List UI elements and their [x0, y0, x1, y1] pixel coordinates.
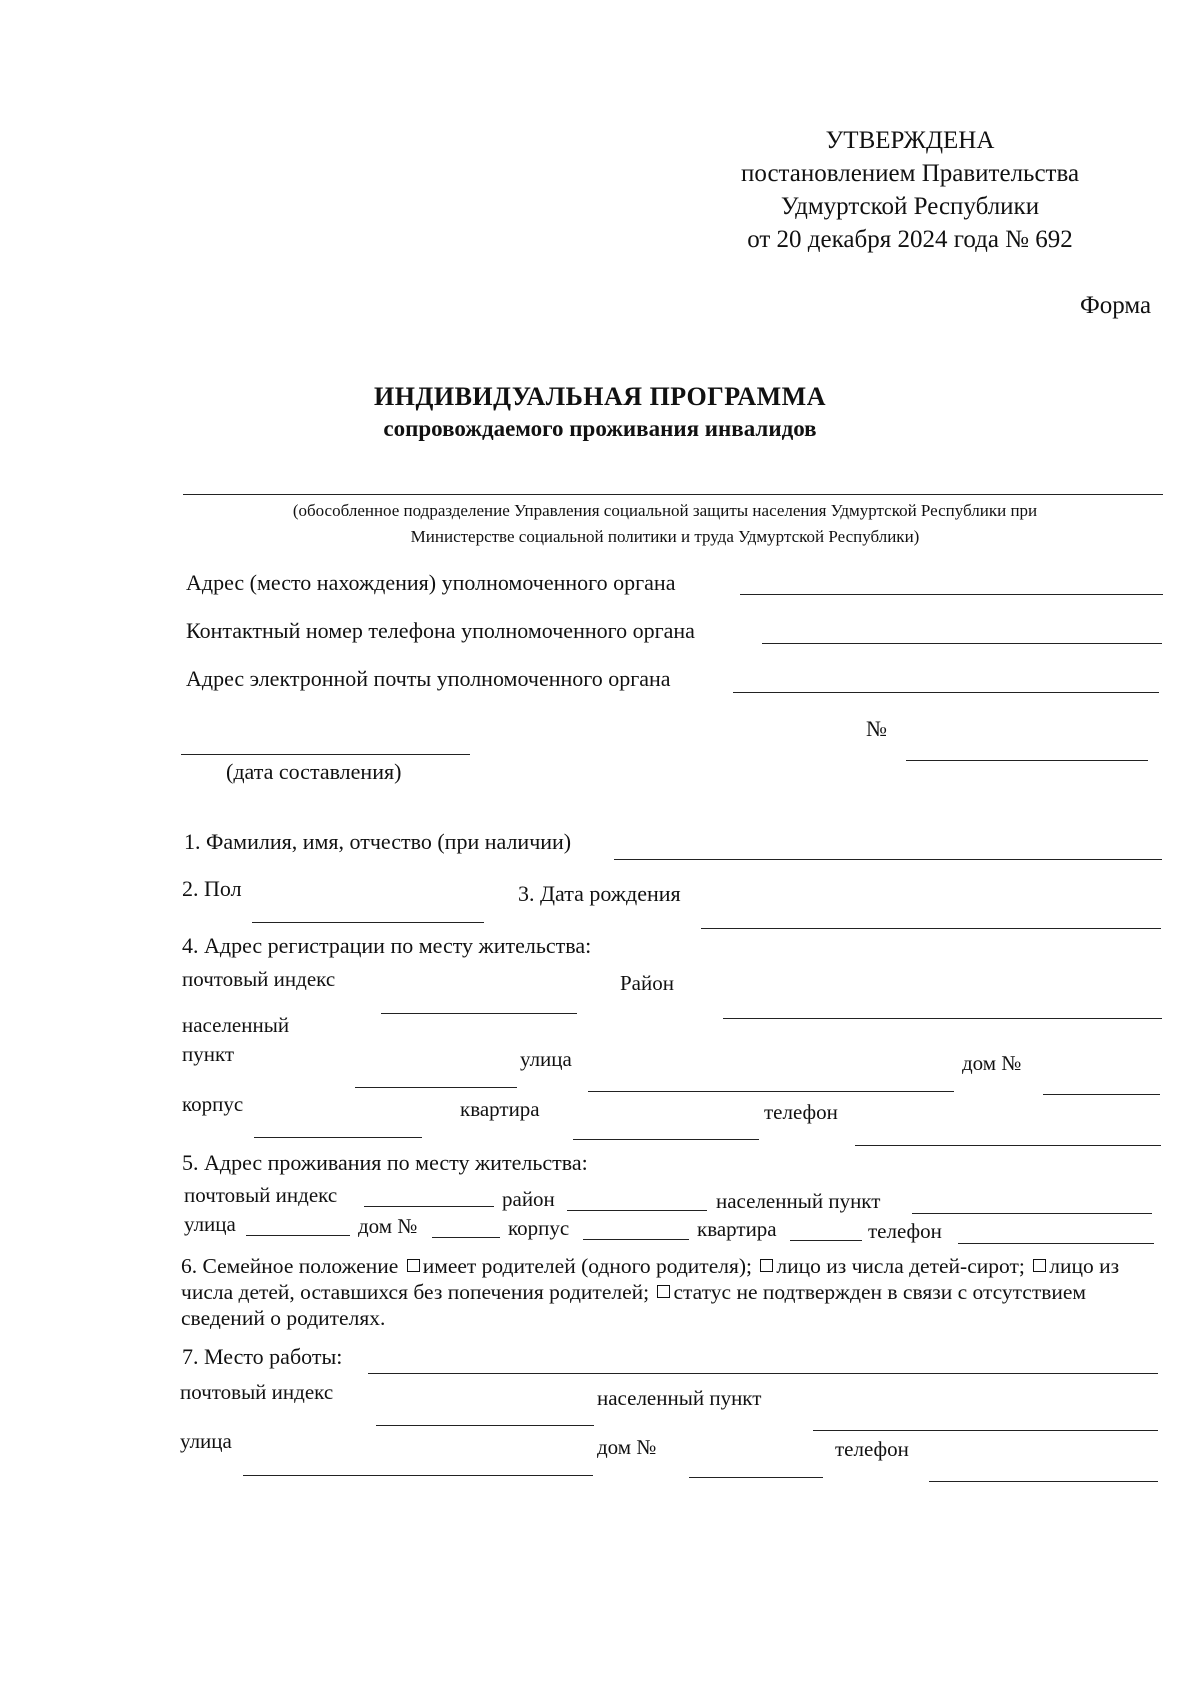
- residence-address-title: 5. Адрес проживания по месту жительства:: [182, 1150, 588, 1175]
- document-title: [300, 380, 900, 444]
- reg-district-label: Район: [620, 971, 674, 995]
- res-locality-label: населенный пункт: [716, 1189, 881, 1213]
- compilation-date-caption: (дата составления): [226, 759, 402, 784]
- work-street-label: улица: [180, 1429, 232, 1453]
- res-postal-index-field[interactable]: [364, 1206, 494, 1207]
- title-sub: сопровождаемого проживания инвалидов: [383, 416, 817, 441]
- birth-date-label: 3. Дата рождения: [518, 881, 681, 906]
- work-postal-index-field[interactable]: [376, 1425, 594, 1426]
- option-orphan: лицо из числа детей-сирот;: [776, 1254, 1025, 1278]
- reg-postal-index-label: почтовый индекс: [182, 967, 336, 991]
- res-phone-label: телефон: [868, 1219, 942, 1243]
- res-house-label: дом №: [358, 1214, 418, 1238]
- res-house-field[interactable]: [432, 1237, 500, 1238]
- work-house-field[interactable]: [689, 1477, 823, 1478]
- reg-house-field[interactable]: [1043, 1094, 1160, 1095]
- reg-building-label: корпус: [182, 1092, 244, 1116]
- approval-heading: УТВЕРЖДЕНА: [825, 127, 995, 154]
- approval-block: [700, 124, 1120, 256]
- reg-locality-field[interactable]: [355, 1087, 517, 1088]
- work-phone-field[interactable]: [929, 1481, 1158, 1482]
- authority-phone-label: Контактный номер телефона уполномоченного органа: [186, 618, 695, 643]
- authority-caption-line2: Министерстве социальной политики и труда Удмуртской Республики): [410, 527, 920, 546]
- res-locality-field[interactable]: [912, 1213, 1152, 1214]
- checkbox-has-parents[interactable]: [407, 1259, 420, 1272]
- authority-email-label: Адрес электронной почты уполномоченного органа: [186, 666, 671, 691]
- res-district-label: район: [502, 1187, 555, 1211]
- reg-phone-field[interactable]: [855, 1145, 1161, 1146]
- reg-postal-index-field[interactable]: [381, 1013, 577, 1014]
- authority-address-label: Адрес (место нахождения) уполномоченного органа: [186, 570, 676, 595]
- res-phone-field[interactable]: [958, 1243, 1154, 1244]
- work-phone-label: телефон: [835, 1437, 909, 1461]
- res-building-label: корпус: [508, 1216, 570, 1240]
- approval-government: Удмуртской Республики: [780, 193, 1040, 220]
- reg-phone-label: телефон: [764, 1100, 838, 1124]
- option-status-unconfirmed: статус не подтвержден в связи с отсутствием сведений о родителях.: [181, 1280, 1087, 1330]
- full-name-label: 1. Фамилия, имя, отчество (при наличии): [184, 829, 572, 854]
- option-without-care: лицо из числа детей, оставшихся без попечения родителей;: [181, 1254, 1120, 1304]
- compilation-date-field[interactable]: [181, 754, 470, 755]
- family-status-paragraph: [181, 1253, 1151, 1331]
- sex-field[interactable]: [252, 922, 484, 923]
- authority-caption-line1: (обособленное подразделение Управления социальной защиты населения Удмуртской Республики при: [292, 501, 1038, 520]
- birth-date-field[interactable]: [701, 928, 1161, 929]
- res-apartment-label: квартира: [697, 1217, 777, 1241]
- workplace-field[interactable]: [368, 1373, 1158, 1374]
- work-locality-label: населенный пункт: [597, 1386, 762, 1410]
- work-locality-field[interactable]: [813, 1430, 1158, 1431]
- registration-address-title: 4. Адрес регистрации по месту жительства:: [182, 933, 592, 958]
- res-street-field[interactable]: [246, 1235, 350, 1236]
- reg-locality-label-line1: населенный: [182, 1013, 290, 1037]
- document-number-field[interactable]: [906, 760, 1148, 761]
- title-main: ИНДИВИДУАЛЬНАЯ ПРОГРАММА: [374, 382, 826, 411]
- res-street-label: улица: [184, 1212, 236, 1236]
- checkbox-without-care[interactable]: [1033, 1259, 1046, 1272]
- form-label: Форма: [1080, 292, 1152, 319]
- reg-apartment-field[interactable]: [573, 1139, 759, 1140]
- approval-resolution: постановлением Правительства: [740, 160, 1080, 187]
- checkbox-status-unconfirmed[interactable]: [657, 1285, 670, 1298]
- reg-apartment-label: квартира: [460, 1097, 540, 1121]
- res-district-field[interactable]: [567, 1210, 707, 1211]
- work-house-label: дом №: [597, 1435, 657, 1459]
- full-name-field[interactable]: [614, 859, 1162, 860]
- reg-district-field[interactable]: [723, 1018, 1162, 1019]
- res-apartment-field[interactable]: [790, 1240, 862, 1241]
- authority-name-field[interactable]: [183, 494, 1163, 495]
- work-street-field[interactable]: [243, 1475, 593, 1476]
- workplace-title: 7. Место работы:: [182, 1344, 343, 1369]
- reg-building-field[interactable]: [254, 1137, 422, 1138]
- reg-locality-label-line2: пункт: [182, 1042, 235, 1066]
- reg-street-field[interactable]: [588, 1091, 954, 1092]
- document-number-label: №: [866, 716, 887, 741]
- authority-phone-field[interactable]: [762, 643, 1162, 644]
- work-postal-index-label: почтовый индекс: [180, 1380, 334, 1404]
- family-status-label: 6. Семейное положение: [181, 1254, 399, 1278]
- reg-house-label: дом №: [962, 1051, 1022, 1075]
- authority-address-field[interactable]: [740, 594, 1163, 595]
- reg-street-label: улица: [520, 1047, 572, 1071]
- authority-email-field[interactable]: [733, 692, 1159, 693]
- option-has-parents: имеет родителей (одного родителя);: [422, 1254, 752, 1278]
- approval-date: от 20 декабря 2024 года № 692: [747, 226, 1073, 253]
- authority-caption: [180, 498, 1150, 550]
- res-building-field[interactable]: [583, 1239, 689, 1240]
- checkbox-orphan[interactable]: [760, 1259, 773, 1272]
- sex-label: 2. Пол: [182, 876, 242, 901]
- res-postal-index-label: почтовый индекс: [184, 1183, 338, 1207]
